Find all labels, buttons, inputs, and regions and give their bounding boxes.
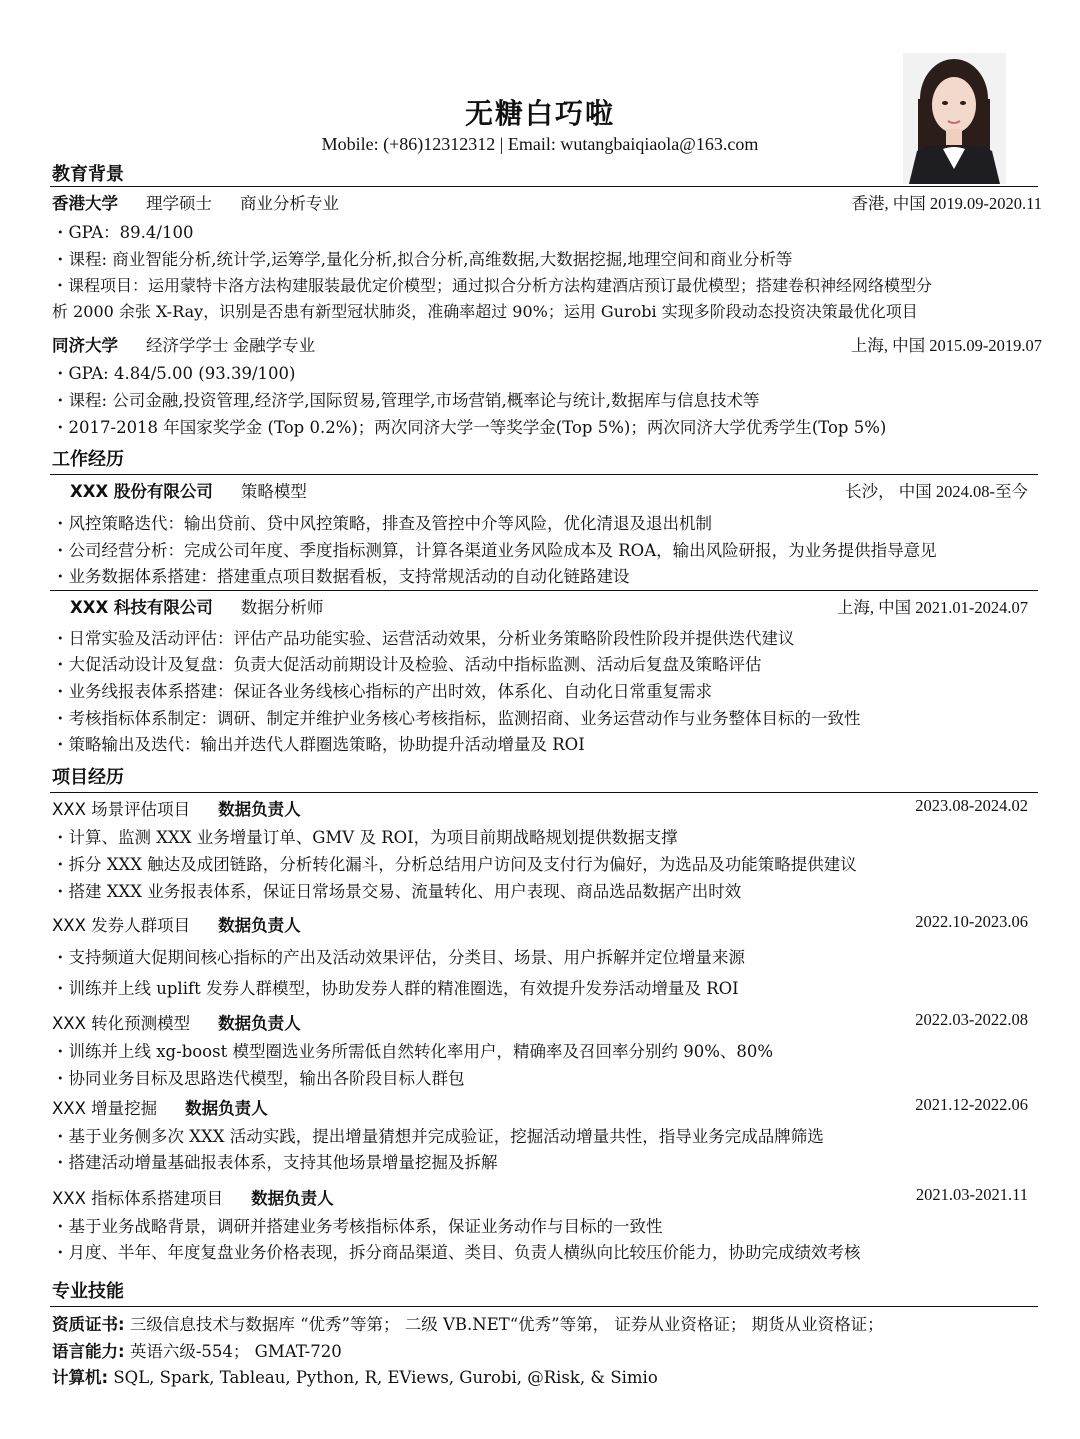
skill-text: 英语六级-554； GMAT-720 — [129, 1342, 342, 1361]
project-name: XXX 场景评估项目 — [52, 800, 191, 819]
job-location-date: 上海, 中国 2021.01-2024.07 — [836, 598, 1028, 617]
project-role: 数据负责人 — [218, 800, 301, 819]
list-item: ・业务数据体系搭建：搭建重点项目数据看板，支持常规活动的自动化链路建设 — [52, 567, 630, 586]
skill-text: 三级信息技术与数据库 “优秀”等第； 二级 VB.NET“优秀”等第， 证券从业资格证； 期货从业资格证； — [129, 1315, 884, 1334]
section-divider — [50, 1306, 1038, 1307]
list-item: ・训练并上线 uplift 发券人群模型，协助发券人群的精准圈选，有效提升发券活动增量及 ROI — [52, 979, 739, 998]
list-item: ・拆分 XXX 触达及成团链路，分析转化漏斗，分析总结用户访问及支付行为偏好，为选品及功能策略提供建议 — [52, 855, 857, 874]
project-role: 数据负责人 — [218, 916, 301, 935]
list-item: ・2017-2018 年国家奖学金 (Top 0.2%)；两次同济大学一等奖学金(Top 5%)；两次同济大学优秀学生(Top 5%) — [52, 418, 887, 437]
list-item: ・协同业务目标及思路迭代模型，输出各阶段目标人群包 — [52, 1069, 465, 1088]
list-item: 析 2000 余张 X-Ray，识别是否患有新型冠状肺炎，准确率超过 90%；运用 Gurobi 实现多阶段动态投资决策最优化项目 — [52, 302, 918, 321]
list-item: ・公司经营分析：完成公司年度、季度指标测算，计算各渠道业务风险成本及 ROA，输出风险研报，为业务提供指导意见 — [52, 541, 937, 560]
project-row — [52, 796, 301, 820]
skill-label: 资质证书: — [52, 1315, 125, 1334]
job-location-date: 长沙， 中国 2024.08-至今 — [845, 482, 1028, 501]
education-row — [52, 332, 315, 356]
education-location-date: 上海, 中国 2015.09-2019.07 — [850, 336, 1042, 355]
list-item: ・考核指标体系制定：调研、制定并维护业务核心考核指标，监测招商、业务运营动作与业务整体目标的一致性 — [52, 709, 861, 728]
section-title-education: 教育背景 — [52, 164, 124, 185]
project-date: 2021.12-2022.06 — [915, 1095, 1028, 1114]
list-item: ・策略输出及迭代：输出并迭代人群圈选策略，协助提升活动增量及 ROI — [52, 735, 585, 754]
skill-row — [52, 1311, 884, 1335]
degree: 理学硕士 — [146, 194, 212, 213]
list-item: ・基于业务战略背景，调研并搭建业务考核指标体系，保证业务动作与目标的一致性 — [52, 1217, 663, 1236]
job-divider — [50, 590, 1038, 591]
list-item: ・训练并上线 xg-boost 模型圈选业务所需低自然转化率用户，精确率及召回率分别约 90%、80% — [52, 1042, 774, 1061]
list-item: ・计算、监测 XXX 业务增量订单、GMV 及 ROI，为项目前期战略规划提供数据支撑 — [52, 828, 678, 847]
contact-line: Mobile: (+86)12312312 | Email: wutangbaiqiaola@163.com — [321, 134, 759, 154]
education-location-date: 香港, 中国 2019.09-2020.11 — [851, 194, 1042, 213]
section-divider — [50, 186, 1038, 187]
profile-photo — [903, 53, 1006, 184]
project-row — [52, 1185, 334, 1209]
education-row — [52, 190, 339, 214]
skill-row — [52, 1364, 658, 1388]
section-divider — [50, 474, 1038, 475]
list-item: ・搭建活动增量基础报表体系，支持其他场景增量挖掘及拆解 — [52, 1153, 498, 1172]
list-item: ・日常实验及活动评估：评估产品功能实验、运营活动效果，分析业务策略阶段性阶段并提供迭代建议 — [52, 629, 795, 648]
list-item: ・课程项目：运用蒙特卡洛方法构建服装最优定价模型；通过拟合分析方法构建酒店预订最优模型；搭建卷积神经网络模型分 — [52, 276, 933, 295]
list-item: ・课程: 公司金融,投资管理,经济学,国际贸易,管理学,市场营销,概率论与统计,数据库与信息技术等 — [52, 391, 760, 410]
list-item: ・基于业务侧多次 XXX 活动实践，提出增量猜想并完成验证，挖掘活动增量共性，指导业务完成品牌筛选 — [52, 1127, 824, 1146]
avatar-icon — [903, 53, 1006, 184]
section-title-skills: 专业技能 — [52, 1281, 124, 1302]
company-name: XXX 科技有限公司 — [70, 598, 213, 617]
project-row — [52, 1095, 268, 1119]
project-role: 数据负责人 — [251, 1189, 334, 1208]
project-date: 2022.10-2023.06 — [915, 912, 1028, 931]
degree: 经济学学士 金融学专业 — [146, 336, 316, 355]
skill-row — [52, 1338, 342, 1362]
project-name: XXX 发券人群项目 — [52, 916, 191, 935]
project-date: 2022.03-2022.08 — [915, 1010, 1028, 1029]
skill-label: 语言能力: — [52, 1342, 125, 1361]
candidate-name: 无糖白巧啦 — [464, 97, 615, 130]
list-item: ・大促活动设计及复盘：负责大促活动前期设计及检验、活动中指标监测、活动后复盘及策略评估 — [52, 655, 762, 674]
project-name: XXX 转化预测模型 — [52, 1014, 191, 1033]
project-row — [52, 912, 301, 936]
company-name: XXX 股份有限公司 — [70, 482, 213, 501]
list-item: ・支持频道大促期间核心指标的产出及活动效果评估，分类目、场景、用户拆解并定位增量来源 — [52, 948, 745, 967]
school-name: 同济大学 — [52, 336, 118, 355]
list-item: ・风控策略迭代：输出贷前、贷中风控策略，排查及管控中介等风险，优化清退及退出机制 — [52, 514, 712, 533]
list-item: ・业务线报表体系搭建：保证各业务线核心指标的产出时效，体系化、自动化日常重复需求 — [52, 682, 712, 701]
school-name: 香港大学 — [52, 194, 118, 213]
job-row — [70, 478, 307, 502]
list-item: ・GPA：89.4/100 — [52, 223, 194, 242]
project-date: 2021.03-2021.11 — [915, 1185, 1028, 1204]
skill-text: SQL, Spark, Tableau, Python, R, EViews, Gurobi, @Risk, & Simio — [113, 1368, 658, 1387]
list-item: ・搭建 XXX 业务报表体系，保证日常场景交易、流量转化、用户表现、商品选品数据产出时效 — [52, 882, 742, 901]
project-name: XXX 增量挖掘 — [52, 1099, 158, 1118]
section-title-work: 工作经历 — [52, 449, 124, 470]
job-row — [70, 594, 323, 618]
project-name: XXX 指标体系搭建项目 — [52, 1189, 224, 1208]
section-divider — [50, 792, 1038, 793]
skill-label: 计算机: — [52, 1368, 109, 1387]
job-role: 数据分析师 — [240, 598, 324, 617]
list-item: ・GPA: 4.84/5.00 (93.39/100) — [52, 364, 296, 383]
section-title-projects: 项目经历 — [52, 767, 124, 788]
project-row — [52, 1010, 301, 1034]
job-role: 策略模型 — [240, 482, 307, 501]
project-date: 2023.08-2024.02 — [915, 796, 1028, 815]
project-role: 数据负责人 — [218, 1014, 301, 1033]
list-item: ・课程: 商业智能分析,统计学,运筹学,量化分析,拟合分析,高维数据,大数据挖掘,地理空间和商业分析等 — [52, 250, 793, 269]
list-item: ・月度、半年、年度复盘业务价格表现，拆分商品渠道、类目、负责人横纵向比较压价能力，协助完成绩效考核 — [52, 1243, 861, 1262]
project-role: 数据负责人 — [185, 1099, 268, 1118]
major: 商业分析专业 — [240, 194, 339, 213]
